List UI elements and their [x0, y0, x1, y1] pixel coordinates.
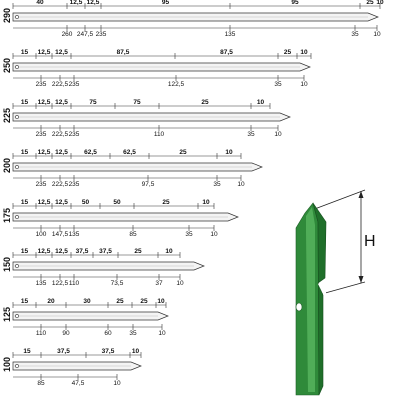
top-dimension-label: 15 — [20, 248, 29, 255]
top-dimension-label: 37,5 — [75, 248, 89, 255]
rod-length-label: 150 — [2, 256, 12, 272]
height-label: H — [364, 233, 376, 250]
bottom-dimension-label: 122,5 — [167, 81, 185, 88]
top-dimension-label: 12,5 — [55, 99, 68, 106]
bottom-dimension-label: 47,5 — [71, 380, 85, 387]
bottom-dimension-label: 35 — [129, 330, 137, 337]
top-dimension-label: 12,5 — [37, 149, 51, 156]
rod-hole — [15, 364, 18, 367]
bottom-dimension-label: 222,5 — [51, 131, 69, 138]
top-dimension-label: 15 — [23, 348, 31, 355]
rod-length-label: 290 — [2, 7, 12, 23]
rod-length-label: 100 — [2, 356, 12, 372]
top-dimension-label: 75 — [133, 99, 141, 106]
bottom-dimension-label: 222,5 — [51, 181, 69, 188]
bottom-dimension-label: 35 — [213, 181, 221, 188]
bottom-dimension-label: 235 — [68, 81, 80, 88]
bottom-dimension-label: 260 — [61, 31, 73, 38]
top-dimension-label: 15 — [20, 49, 29, 56]
top-dimension-label: 62,5 — [123, 149, 136, 156]
top-dimension-label: 12,5 — [37, 199, 51, 206]
top-dimension-label: 25 — [179, 149, 187, 156]
bottom-dimension-label: 147,5 — [51, 231, 69, 238]
bottom-dimension-label: 97,5 — [141, 181, 155, 188]
rod-hole — [15, 65, 18, 68]
rod-length-label: 225 — [2, 107, 12, 123]
top-dimension-label: 10 — [225, 149, 233, 156]
top-dimension-label: 25 — [140, 298, 148, 305]
bottom-dimension-label: 235 — [35, 181, 47, 188]
top-dimension-label: 25 — [366, 0, 374, 6]
bottom-dimension-label: 235 — [35, 131, 47, 138]
h-arrow-bottom — [359, 276, 364, 283]
rod-hole — [15, 15, 18, 18]
top-dimension-label: 10 — [165, 248, 173, 255]
top-dimension-label: 15 — [20, 199, 29, 206]
top-dimension-label: 37,5 — [99, 248, 112, 255]
top-dimension-label: 10 — [300, 49, 308, 56]
bottom-dimension-label: 110 — [68, 280, 80, 287]
bottom-dimension-label: 110 — [35, 330, 47, 337]
bottom-dimension-label: 10 — [237, 181, 245, 188]
top-dimension-label: 95 — [291, 0, 299, 6]
rod-hole — [15, 165, 18, 168]
green-post-illustration — [296, 190, 376, 395]
bottom-dimension-label: 222,5 — [51, 81, 69, 88]
top-dimension-label: 50 — [113, 199, 121, 206]
top-dimension-label: 30 — [83, 298, 91, 305]
top-dimension-label: 15 — [20, 149, 29, 156]
rod-length-label: 250 — [2, 57, 12, 73]
rod-length-label: 200 — [2, 157, 12, 173]
top-dimension-label: 12,5 — [37, 49, 51, 56]
top-dimension-label: 12,5 — [55, 199, 68, 206]
top-dimension-label: 15 — [20, 99, 29, 106]
bottom-dimension-label: 90 — [62, 330, 70, 337]
rod-hole — [15, 314, 18, 317]
top-dimension-label: 10 — [202, 199, 210, 206]
top-dimension-label: 25 — [162, 199, 170, 206]
top-dimension-label: 10 — [157, 298, 165, 305]
top-dimension-label: 37,5 — [101, 348, 115, 355]
top-dimension-label: 25 — [134, 248, 142, 255]
top-dimension-label: 62,5 — [84, 149, 97, 156]
bottom-dimension-label: 247,5 — [76, 31, 94, 38]
bottom-dimension-label: 35 — [247, 131, 255, 138]
top-dimension-label: 10 — [256, 99, 265, 106]
bottom-dimension-label: 100 — [35, 231, 47, 238]
bottom-dimension-label: 135 — [224, 31, 236, 38]
bottom-dimension-label: 10 — [274, 131, 282, 138]
rod-length-label: 125 — [2, 306, 12, 322]
top-dimension-label: 50 — [81, 199, 90, 206]
bottom-dimension-label: 10 — [300, 81, 308, 88]
top-dimension-label: 12,5 — [69, 0, 83, 6]
bottom-dimension-label: 35 — [185, 231, 193, 238]
bottom-dimension-label: 10 — [113, 380, 121, 387]
rod-rows — [2, 0, 384, 387]
top-dimension-label: 15 — [20, 298, 29, 305]
top-dimension-label: 12,5 — [37, 248, 51, 255]
h-dimension-top-extension — [312, 190, 365, 210]
rod-length-label: 175 — [2, 207, 12, 223]
top-dimension-label: 20 — [47, 298, 55, 305]
bottom-dimension-label: 10 — [176, 280, 184, 287]
bottom-dimension-label: 122,5 — [51, 280, 69, 287]
bottom-dimension-label: 235 — [68, 131, 80, 138]
bottom-dimension-label: 10 — [158, 330, 166, 337]
post-hole — [296, 303, 302, 311]
top-dimension-label: 87,5 — [116, 49, 130, 56]
bottom-dimension-label: 235 — [68, 181, 80, 188]
bottom-dimension-label: 35 — [274, 81, 282, 88]
top-dimension-label: 40 — [36, 0, 44, 6]
top-dimension-label: 25 — [201, 99, 209, 106]
bottom-dimension-label: 135 — [35, 280, 47, 287]
top-dimension-label: 10 — [376, 0, 384, 6]
rod-hole — [15, 264, 18, 267]
bottom-dimension-label: 10 — [210, 231, 218, 238]
bottom-dimension-label: 10 — [373, 31, 381, 38]
rod-hole — [15, 215, 18, 218]
top-dimension-label: 12,5 — [86, 0, 100, 6]
top-dimension-label: 95 — [161, 0, 170, 6]
bottom-dimension-label: 235 — [35, 81, 47, 88]
top-dimension-label: 75 — [89, 99, 97, 106]
bottom-dimension-label: 235 — [95, 31, 107, 38]
bottom-dimension-label: 85 — [129, 231, 137, 238]
top-dimension-label: 12,5 — [55, 149, 68, 156]
top-dimension-label: 37,5 — [57, 348, 70, 355]
top-dimension-label: 25 — [116, 298, 124, 305]
bottom-dimension-label: 73,5 — [110, 280, 124, 287]
top-dimension-label: 25 — [283, 49, 292, 56]
bottom-dimension-label: 60 — [104, 330, 112, 337]
bottom-dimension-label: 110 — [153, 131, 165, 138]
top-dimension-label: 87,5 — [220, 49, 233, 56]
top-dimension-label: 12,5 — [55, 248, 68, 255]
top-dimension-label: 12,5 — [55, 49, 68, 56]
top-dimension-label: 12,5 — [37, 99, 51, 106]
bottom-dimension-label: 85 — [37, 380, 45, 387]
bottom-dimension-label: 135 — [68, 231, 80, 238]
top-dimension-label: 10 — [131, 348, 140, 355]
bottom-dimension-label: 37 — [155, 280, 163, 287]
bottom-dimension-label: 35 — [351, 31, 359, 38]
rod-hole — [15, 115, 18, 118]
